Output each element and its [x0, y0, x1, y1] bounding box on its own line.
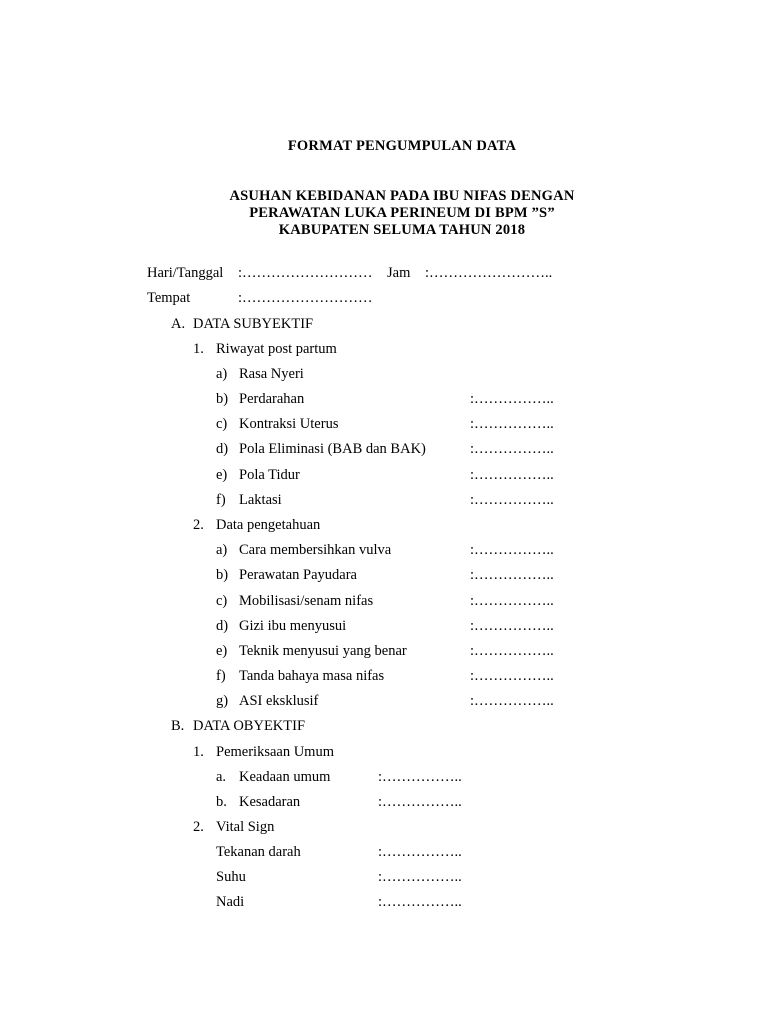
- section-a-sub1-label: Riwayat post partum: [216, 341, 337, 357]
- list-item-marker: b): [216, 391, 229, 407]
- list-item-marker: e): [216, 643, 228, 659]
- vital-sign-blank: :……………..: [378, 869, 462, 885]
- vital-sign-label: Nadi: [216, 894, 245, 910]
- document-title: FORMAT PENGUMPULAN DATA: [287, 138, 517, 154]
- list-item-label: ASI eksklusif: [239, 693, 319, 709]
- list-item-blank: :……………..: [470, 567, 554, 583]
- list-item-blank: :……………..: [470, 441, 554, 457]
- list-item-marker: f): [216, 668, 226, 684]
- section-a-sub2-number: 2.: [193, 517, 204, 533]
- list-item-label: Pola Eliminasi (BAB dan BAK): [239, 441, 426, 457]
- hari-tanggal-blank: :………………………: [238, 265, 373, 281]
- list-item-label: Keadaan umum: [239, 769, 331, 785]
- list-item-blank: :……………..: [470, 542, 554, 558]
- section-b-sub1-label: Pemeriksaan Umum: [216, 744, 334, 760]
- vital-sign-blank: :……………..: [378, 844, 462, 860]
- list-item-marker: a): [216, 542, 228, 558]
- list-item-blank: :……………..: [470, 467, 554, 483]
- list-item-label: Teknik menyusui yang benar: [239, 643, 407, 659]
- list-item-marker: d): [216, 618, 229, 634]
- section-b-sub2-number: 2.: [193, 819, 204, 835]
- document-subtitle-line-2: PERAWATAN LUKA PERINEUM DI BPM ”S”: [249, 205, 555, 221]
- list-item-label: Perawatan Payudara: [239, 567, 357, 583]
- section-a-sub1-number: 1.: [193, 341, 204, 357]
- section-a-heading: DATA SUBYEKTIF: [193, 316, 314, 332]
- list-item-blank: :……………..: [470, 593, 554, 609]
- list-item-blank: :……………..: [470, 492, 554, 508]
- list-item-marker: a): [216, 366, 228, 382]
- list-item-label: Gizi ibu menyusui: [239, 618, 347, 634]
- vital-sign-label: Tekanan darah: [216, 844, 301, 860]
- list-item-label: Perdarahan: [239, 391, 305, 407]
- section-b-sub2-label: Vital Sign: [216, 819, 275, 835]
- list-item-marker: b.: [216, 794, 227, 810]
- list-item-blank: :……………..: [378, 794, 462, 810]
- list-item-blank: :……………..: [470, 643, 554, 659]
- jam-blank: :……………………..: [425, 265, 553, 281]
- hari-tanggal-label: Hari/Tanggal: [147, 265, 224, 281]
- tempat-label: Tempat: [147, 290, 191, 306]
- jam-label: Jam: [387, 265, 411, 281]
- list-item-label: Rasa Nyeri: [239, 366, 304, 382]
- list-item-marker: c): [216, 416, 228, 432]
- list-item-label: Tanda bahaya masa nifas: [239, 668, 385, 684]
- document-subtitle-line-3: KABUPATEN SELUMA TAHUN 2018: [278, 222, 526, 238]
- section-b-letter: B.: [171, 718, 185, 734]
- list-item-label: Mobilisasi/senam nifas: [239, 593, 374, 609]
- vital-sign-blank: :……………..: [378, 894, 462, 910]
- list-item-marker: c): [216, 593, 228, 609]
- list-item-label: Cara membersihkan vulva: [239, 542, 392, 558]
- list-item-marker: a.: [216, 769, 227, 785]
- list-item-blank: :……………..: [470, 618, 554, 634]
- list-item-marker: b): [216, 567, 229, 583]
- list-item-blank: :……………..: [378, 769, 462, 785]
- section-b-heading: DATA OBYEKTIF: [193, 718, 306, 734]
- list-item-marker: e): [216, 467, 228, 483]
- list-item-marker: f): [216, 492, 226, 508]
- list-item-marker: d): [216, 441, 229, 457]
- list-item-blank: :……………..: [470, 693, 554, 709]
- list-item-label: Kontraksi Uterus: [239, 416, 339, 432]
- list-item-blank: :……………..: [470, 668, 554, 684]
- document-subtitle-line-1: ASUHAN KEBIDANAN PADA IBU NIFAS DENGAN: [229, 188, 575, 204]
- list-item-label: Kesadaran: [239, 794, 301, 810]
- tempat-blank: :………………………: [238, 290, 373, 306]
- list-item-label: Laktasi: [239, 492, 282, 508]
- list-item-label: Pola Tidur: [239, 467, 300, 483]
- list-item-marker: g): [216, 693, 229, 709]
- list-item-blank: :……………..: [470, 391, 554, 407]
- vital-sign-label: Suhu: [216, 869, 246, 885]
- section-a-letter: A.: [171, 316, 186, 332]
- section-a-sub2-label: Data pengetahuan: [216, 517, 321, 533]
- list-item-blank: :……………..: [470, 416, 554, 432]
- section-b-sub1-number: 1.: [193, 744, 204, 760]
